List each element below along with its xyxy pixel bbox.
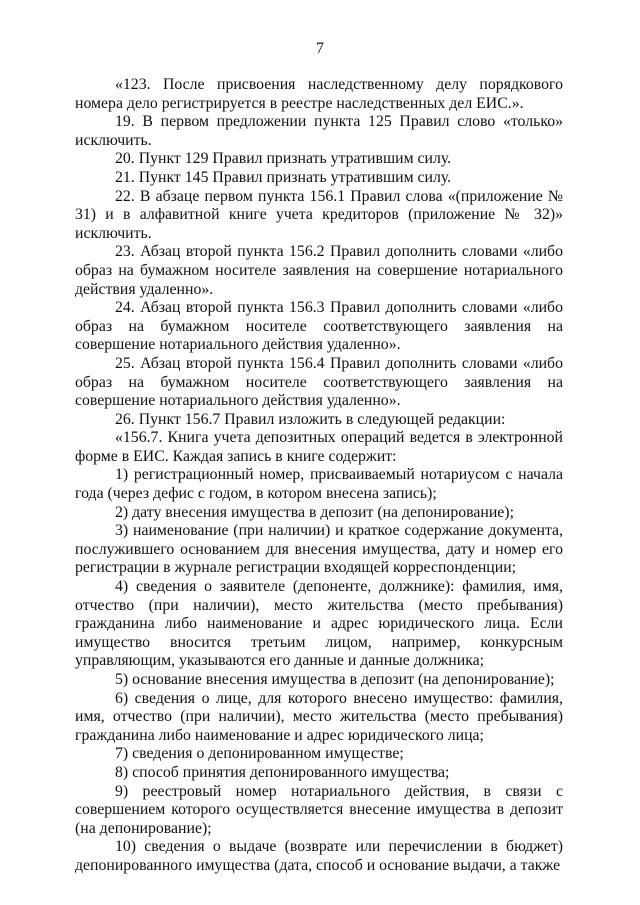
list-item-7: 7) сведения о депонированном имуществе; bbox=[115, 745, 404, 763]
list-item-3: 3) наименование (при наличии) и краткое содержание документа, послужившего основанием для внесения имущества, дату и номер его регистрации в журнале регистрации входящей корреспонденции; bbox=[75, 522, 563, 577]
list-item-8: 8) способ принятия депонированного имущества; bbox=[115, 763, 450, 781]
paragraph-21: 21. Пункт 145 Правил признать утратившим силу. bbox=[115, 168, 452, 186]
list-item-2: 2) дату внесения имущества в депозит (на депонирование); bbox=[115, 503, 514, 521]
list-item-4: 4) сведения о заявителе (депоненте, должнике): фамилия, имя, отчество (при наличии), место жительства (место пребывания) гражданина либо наименование и адрес юридического лица. Если имущество вносится третьим лицом, например, конкурсным управляющим, указываются его данные и данные должника; bbox=[75, 578, 563, 670]
paragraph-20: 20. Пункт 129 Правил признать утратившим силу. bbox=[115, 150, 452, 168]
paragraph-26: 26. Пункт 156.7 Правил изложить в следующей редакции: bbox=[115, 410, 506, 428]
paragraph-25: 25. Абзац второй пункта 156.4 Правил дополнить словами «либо образ на бумажном носителе соответствующего заявления на совершение нотариального действия удаленно». bbox=[75, 354, 563, 410]
list-item-1: 1) регистрационный номер, присваиваемый нотариусом с начала года (через дефис с годом, в котором внесена запись); bbox=[75, 466, 563, 503]
list-item-6: 6) сведения о лице, для которого внесено имущество: фамилия, имя, отчество (при наличии), место жительства (место пребывания) гражданина либо наименование и адрес юридического лица; bbox=[75, 689, 563, 744]
page-number: 7 bbox=[316, 40, 324, 57]
paragraph-23: 23. Абзац второй пункта 156.2 Правил дополнить словами «либо образ на бумажном носителе заявления на совершение нотариального действия удаленно». bbox=[75, 243, 563, 298]
paragraph-22: 22. В абзаце первом пункта 156.1 Правил слова «(приложение № 31) и в алфавитной книге учета кредиторов (приложение № 32)» исключить. bbox=[75, 187, 563, 242]
paragraph-24: 24. Абзац второй пункта 156.3 Правил дополнить словами «либо образ на бумажном носителе соответствующего заявления на совершение нотариального действия удаленно». bbox=[75, 299, 563, 354]
list-item-9: 9) реестровый номер нотариального действия, в связи с совершением которого осуществляется внесение имущества в депозит (на депонирование); bbox=[75, 782, 563, 837]
document-body bbox=[75, 76, 563, 876]
paragraph-156-7: «156.7. Книга учета депозитных операций ведется в электронной форме в ЕИС. Каждая запись в книге содержит: bbox=[75, 429, 563, 465]
list-item-10: 10) сведения о выдаче (возврате или перечислении в бюджет) депонированного имущества (дата, способ и основание выдачи, а также bbox=[75, 838, 563, 874]
paragraph-123: «123. После присвоения наследственному делу порядкового номера дело регистрируется в реестре наследственных дел ЕИС.». bbox=[75, 76, 563, 112]
paragraph-19: 19. В первом предложении пункта 125 Правил слово «только» исключить. bbox=[75, 113, 563, 149]
list-item-5: 5) основание внесения имущества в депозит (на депонирование); bbox=[115, 671, 555, 688]
